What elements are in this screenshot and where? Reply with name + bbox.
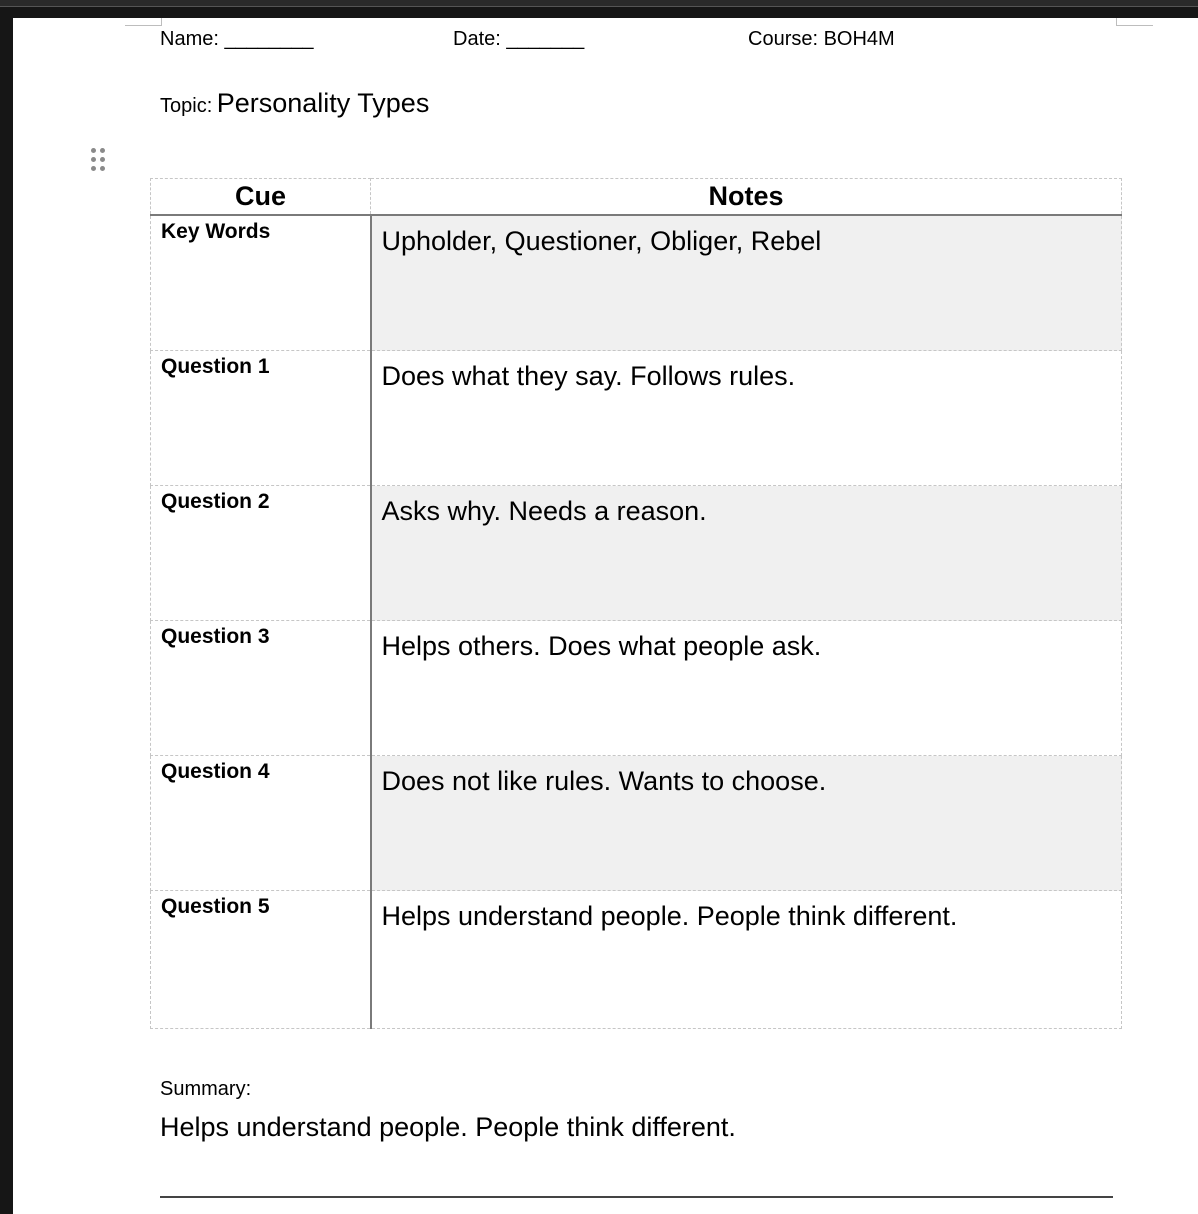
- notes-cell[interactable]: Helps understand people. People think different.: [371, 891, 1122, 1029]
- margin-corner-mark-right: [1116, 18, 1153, 26]
- table-row: [151, 215, 1122, 351]
- topic-value[interactable]: Personality Types: [216, 88, 430, 118]
- date-field[interactable]: Date: _______: [453, 28, 585, 50]
- notes-cell[interactable]: Helps others. Does what people ask.: [371, 621, 1122, 756]
- table-row: [151, 756, 1122, 891]
- table-header-row: [151, 179, 1122, 216]
- notes-cell[interactable]: Does not like rules. Wants to choose.: [371, 756, 1122, 891]
- column-header-cue: Cue: [151, 179, 371, 216]
- summary-label: Summary:: [160, 1078, 252, 1100]
- summary-text[interactable]: Helps understand people. People think different.: [160, 1112, 736, 1142]
- notes-cell[interactable]: Does what they say. Follows rules.: [371, 351, 1122, 486]
- cue-cell[interactable]: Question 1: [151, 351, 371, 486]
- table-row: [151, 891, 1122, 1029]
- table-row: [151, 486, 1122, 621]
- cue-cell[interactable]: Key Words: [151, 215, 371, 351]
- name-field[interactable]: Name: ________: [160, 28, 314, 50]
- cue-cell[interactable]: Question 4: [151, 756, 371, 891]
- table-row: [151, 351, 1122, 486]
- notes-cell[interactable]: Asks why. Needs a reason.: [371, 486, 1122, 621]
- margin-corner-mark-left: [125, 18, 162, 26]
- document-page: [13, 18, 1198, 1214]
- summary-underline: [160, 1196, 1113, 1198]
- cue-cell[interactable]: Question 5: [151, 891, 371, 1029]
- cue-cell[interactable]: Question 2: [151, 486, 371, 621]
- notes-cell[interactable]: Upholder, Questioner, Obliger, Rebel: [371, 215, 1122, 351]
- drag-handle-icon[interactable]: [91, 148, 109, 176]
- topic-label: Topic:: [160, 95, 213, 117]
- table-row: [151, 621, 1122, 756]
- window-top-bar: [0, 0, 1198, 7]
- cue-cell[interactable]: Question 3: [151, 621, 371, 756]
- column-header-notes: Notes: [371, 179, 1122, 216]
- topic-line: [160, 88, 429, 119]
- course-field: Course: BOH4M: [748, 28, 895, 50]
- cornell-notes-table: [150, 178, 1122, 1029]
